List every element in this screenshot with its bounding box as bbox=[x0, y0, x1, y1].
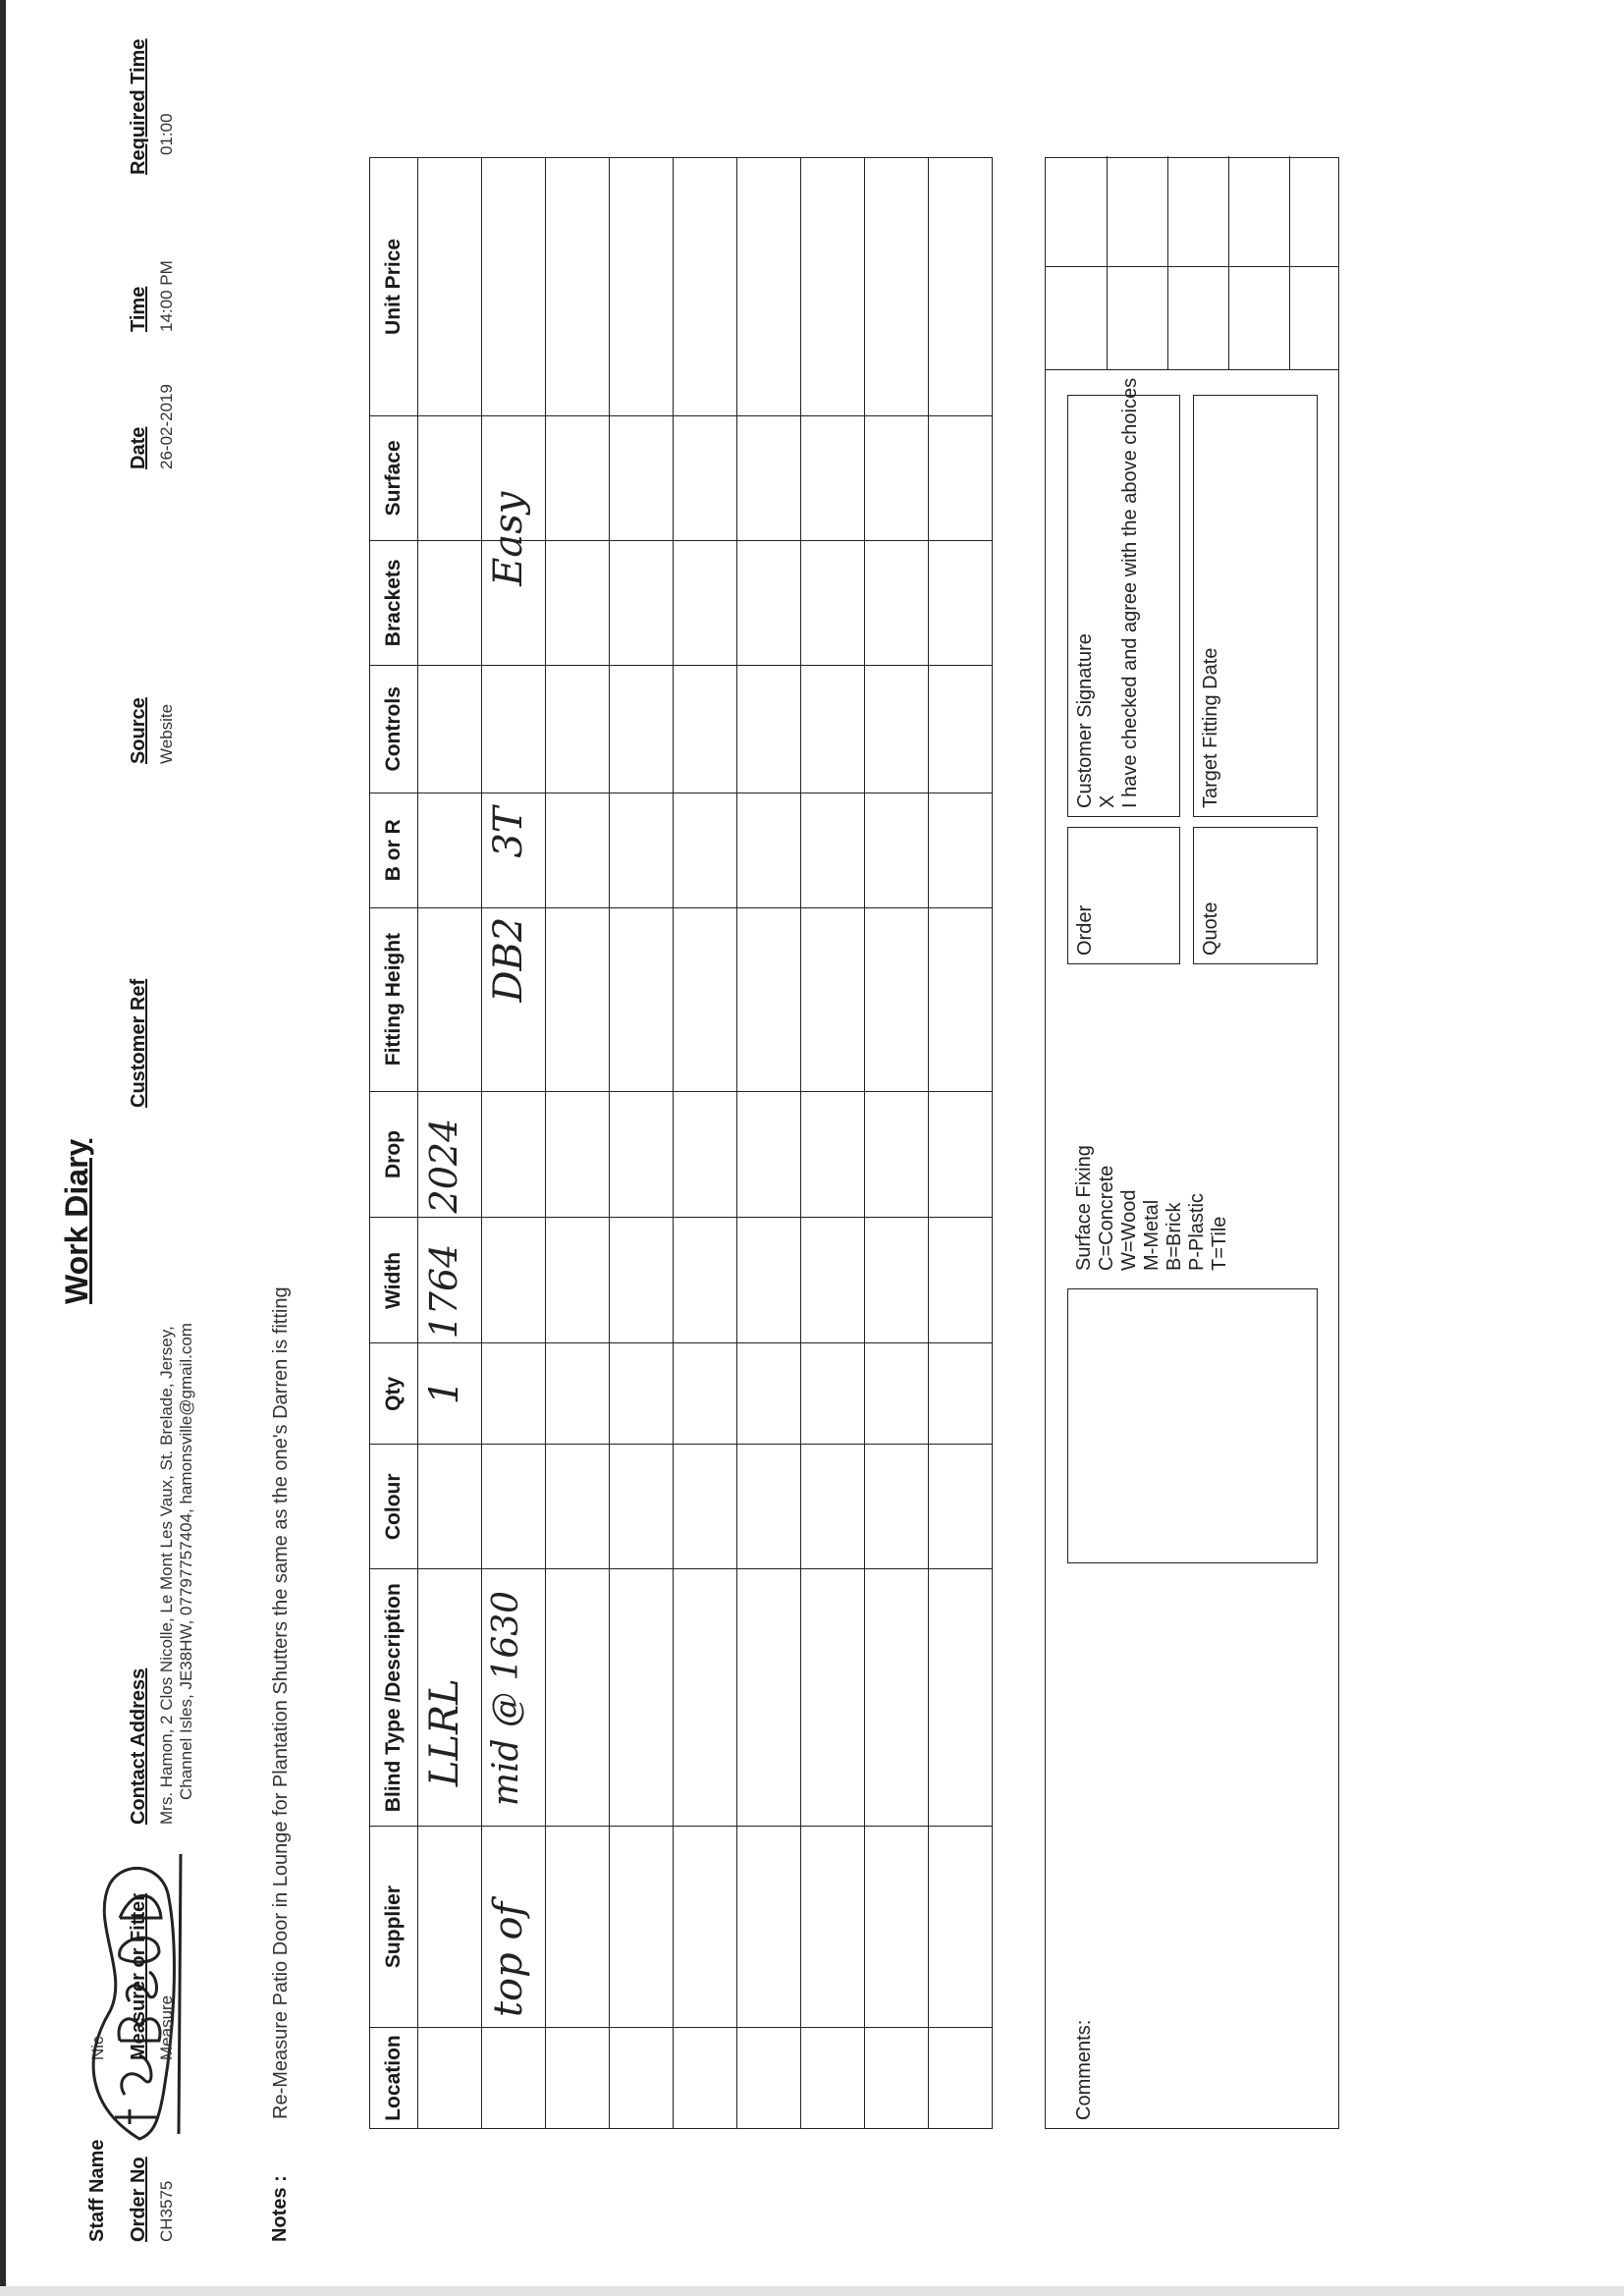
signature-x: X bbox=[1097, 794, 1118, 808]
cell-brackets[interactable] bbox=[801, 540, 865, 665]
cell-location[interactable] bbox=[418, 2028, 482, 2129]
col-description: Blind Type /Description bbox=[370, 1569, 418, 1827]
cell-width[interactable] bbox=[674, 1218, 737, 1343]
cell-unit-price[interactable] bbox=[737, 158, 801, 416]
cell-description[interactable] bbox=[482, 1569, 546, 1827]
cell-location[interactable] bbox=[737, 2028, 801, 2129]
cell-width[interactable] bbox=[929, 1218, 993, 1343]
signature-agreement: I have checked and agree with the above choices bbox=[1119, 377, 1141, 808]
cell-colour[interactable] bbox=[482, 1445, 546, 1569]
required-time-value: 01:00 bbox=[157, 113, 176, 155]
cell-brackets[interactable] bbox=[418, 540, 482, 665]
cell-drop[interactable] bbox=[801, 1091, 865, 1218]
footer-section bbox=[1045, 157, 1339, 2129]
cell-unit-price[interactable] bbox=[801, 158, 865, 416]
footer-divider bbox=[1228, 156, 1229, 370]
col-brackets: Brackets bbox=[370, 540, 418, 665]
cell-location[interactable] bbox=[610, 2028, 674, 2129]
cell-b-or-r[interactable] bbox=[610, 793, 674, 907]
comments-label: Comments: bbox=[1073, 2019, 1095, 2120]
cell-brackets[interactable] bbox=[482, 491, 546, 665]
measurer-label: Measurer or Fitter bbox=[128, 1892, 149, 2060]
surface-fixing-item: C=Concrete bbox=[1096, 1165, 1117, 1271]
cell-surface[interactable] bbox=[482, 415, 546, 540]
cell-fitting-height[interactable] bbox=[674, 907, 737, 1091]
table-row bbox=[610, 158, 674, 2129]
time-value: 14:00 PM bbox=[157, 260, 176, 332]
cell-width[interactable] bbox=[482, 1218, 546, 1343]
source-value: Website bbox=[157, 703, 176, 764]
notes-value: Re-Measure Patio Door in Lounge for Plantation Shutters the same as the one's Darren is fitting bbox=[270, 1286, 292, 2119]
measurer-value: Measure bbox=[157, 1995, 176, 2060]
cell-controls[interactable] bbox=[674, 665, 737, 793]
cell-supplier[interactable] bbox=[546, 1827, 610, 2028]
surface-fixing-item: P-Plastic bbox=[1186, 1193, 1208, 1271]
cell-location[interactable] bbox=[482, 2028, 546, 2129]
cell-colour[interactable] bbox=[674, 1445, 737, 1569]
cell-brackets[interactable] bbox=[865, 540, 929, 665]
cell-description[interactable] bbox=[929, 1569, 993, 1827]
cell-surface[interactable] bbox=[865, 415, 929, 540]
cell-description[interactable] bbox=[546, 1569, 610, 1827]
cell-fitting-height[interactable] bbox=[865, 907, 929, 1091]
table-row bbox=[865, 158, 929, 2129]
footer-divider bbox=[1289, 156, 1290, 370]
table-row bbox=[674, 158, 737, 2129]
handwriting-width: 1764 bbox=[422, 1243, 465, 1339]
cell-width[interactable] bbox=[801, 1218, 865, 1343]
footer-divider bbox=[1046, 266, 1338, 267]
cell-location[interactable] bbox=[865, 2028, 929, 2129]
cell-qty[interactable] bbox=[801, 1343, 865, 1445]
cell-brackets[interactable] bbox=[737, 540, 801, 665]
customer-ref-label: Customer Ref bbox=[128, 978, 149, 1108]
handwriting-description: mid @ 1630 bbox=[486, 1590, 526, 1807]
cell-surface[interactable] bbox=[418, 415, 482, 540]
handwriting-description: LLRL bbox=[422, 1678, 467, 1787]
cell-colour[interactable] bbox=[865, 1445, 929, 1569]
cell-unit-price[interactable] bbox=[610, 158, 674, 416]
comments-box[interactable] bbox=[1067, 1578, 1318, 2128]
date-label: Date bbox=[128, 426, 149, 469]
cell-fitting-height[interactable] bbox=[801, 907, 865, 1091]
table-row bbox=[737, 158, 801, 2129]
staff-name-label: Staff Name bbox=[86, 2139, 108, 2242]
cell-width[interactable] bbox=[546, 1218, 610, 1343]
cell-unit-price[interactable] bbox=[546, 158, 610, 416]
col-width: Width bbox=[370, 1218, 418, 1343]
cell-supplier[interactable] bbox=[929, 1827, 993, 2028]
time-label: Time bbox=[128, 286, 149, 332]
footer-divider bbox=[1167, 156, 1168, 370]
cell-unit-price[interactable] bbox=[865, 158, 929, 416]
cell-description[interactable] bbox=[737, 1569, 801, 1827]
cell-fitting-height[interactable] bbox=[737, 907, 801, 1091]
col-unit-price: Unit Price bbox=[370, 158, 418, 416]
notes-label: Notes : bbox=[269, 2175, 291, 2242]
cell-unit-price[interactable] bbox=[674, 158, 737, 416]
cell-fitting-height[interactable] bbox=[929, 907, 993, 1091]
cell-colour[interactable] bbox=[929, 1445, 993, 1569]
comments-write-box[interactable] bbox=[1067, 1288, 1318, 1563]
cell-supplier[interactable] bbox=[737, 1827, 801, 2028]
surface-fixing-title: Surface Fixing bbox=[1073, 1145, 1095, 1271]
cell-description[interactable] bbox=[418, 1569, 482, 1827]
cell-controls[interactable] bbox=[546, 665, 610, 793]
cell-brackets[interactable] bbox=[929, 540, 993, 665]
cell-controls[interactable] bbox=[418, 665, 482, 793]
cell-controls[interactable] bbox=[610, 665, 674, 793]
customer-signature-box[interactable] bbox=[1067, 377, 1180, 817]
cell-b-or-r[interactable] bbox=[737, 793, 801, 907]
cell-drop[interactable] bbox=[546, 1091, 610, 1218]
quote-box[interactable] bbox=[1193, 827, 1318, 964]
signature-label: Customer Signature bbox=[1074, 633, 1096, 808]
cell-drop[interactable] bbox=[610, 1091, 674, 1218]
cell-width[interactable] bbox=[865, 1218, 929, 1343]
cell-supplier[interactable] bbox=[674, 1827, 737, 2028]
cell-colour[interactable] bbox=[737, 1445, 801, 1569]
staff-name-value: Nic bbox=[88, 2036, 107, 2060]
col-location: Location bbox=[370, 2028, 418, 2129]
surface-fixing-item: T=Tile bbox=[1209, 1216, 1230, 1271]
cell-qty[interactable] bbox=[737, 1343, 801, 1445]
cell-drop[interactable] bbox=[929, 1091, 993, 1218]
cell-qty[interactable] bbox=[418, 1343, 482, 1445]
surface-fixing-item: B=Brick bbox=[1164, 1202, 1185, 1271]
table-row bbox=[546, 158, 610, 2129]
footer-divider bbox=[1046, 369, 1338, 370]
cell-surface[interactable] bbox=[610, 415, 674, 540]
address-line-2: Channel Isles, JE38HW, 07797757404, hamonsville@gmail.com bbox=[177, 1323, 195, 1800]
cell-drop[interactable] bbox=[674, 1091, 737, 1218]
cell-brackets[interactable] bbox=[546, 540, 610, 665]
source-label: Source bbox=[128, 697, 149, 764]
cell-b-or-r[interactable] bbox=[482, 793, 546, 907]
handwriting-qty: 1 bbox=[422, 1379, 467, 1405]
handwriting-supplier: top of bbox=[486, 1901, 531, 2018]
cell-surface[interactable] bbox=[674, 415, 737, 540]
table-row bbox=[482, 158, 546, 2129]
order-no-label: Order No bbox=[128, 2157, 149, 2242]
address-label: Contact Address bbox=[128, 1667, 149, 1825]
cell-width[interactable] bbox=[418, 1218, 482, 1343]
cell-supplier[interactable] bbox=[418, 1827, 482, 2028]
cell-fitting-height[interactable] bbox=[546, 907, 610, 1091]
items-table bbox=[369, 157, 993, 2129]
cell-supplier[interactable] bbox=[801, 1827, 865, 2028]
cell-qty[interactable] bbox=[865, 1343, 929, 1445]
cell-width[interactable] bbox=[737, 1218, 801, 1343]
col-supplier: Supplier bbox=[370, 1827, 418, 2028]
cell-brackets[interactable] bbox=[674, 540, 737, 665]
col-surface: Surface bbox=[370, 415, 418, 540]
cell-supplier[interactable] bbox=[482, 1827, 546, 2028]
cell-controls[interactable] bbox=[801, 665, 865, 793]
footer-divider bbox=[1107, 156, 1108, 370]
col-controls: Controls bbox=[370, 665, 418, 793]
cell-location[interactable] bbox=[546, 2028, 610, 2129]
cell-colour[interactable] bbox=[546, 1445, 610, 1569]
cell-supplier[interactable] bbox=[610, 1827, 674, 2028]
cell-b-or-r[interactable] bbox=[546, 793, 610, 907]
cell-qty[interactable] bbox=[929, 1343, 993, 1445]
cell-b-or-r[interactable] bbox=[674, 793, 737, 907]
required-time-label: Required Time bbox=[128, 38, 149, 175]
cell-surface[interactable] bbox=[801, 415, 865, 540]
cell-description[interactable] bbox=[674, 1569, 737, 1827]
handwriting-drop: 2024 bbox=[422, 1118, 465, 1214]
cell-unit-price[interactable] bbox=[482, 158, 546, 416]
quote-label: Quote bbox=[1200, 902, 1221, 956]
cell-description[interactable] bbox=[610, 1569, 674, 1827]
page-title: Work Diary bbox=[59, 1138, 94, 1304]
address-line-1: Mrs. Hamon, 2 Clos Nicolle, Le Mont Les Vaux, St. Brelade, Jersey, bbox=[157, 1326, 176, 1825]
col-fitting-height: Fitting Height bbox=[370, 907, 418, 1091]
cell-location[interactable] bbox=[929, 2028, 993, 2129]
col-drop: Drop bbox=[370, 1091, 418, 1218]
cell-controls[interactable] bbox=[865, 665, 929, 793]
order-box[interactable] bbox=[1067, 827, 1180, 964]
cell-supplier[interactable] bbox=[865, 1827, 929, 2028]
cell-controls[interactable] bbox=[929, 665, 993, 793]
cell-surface[interactable] bbox=[546, 415, 610, 540]
table-row bbox=[801, 158, 865, 2129]
cell-drop[interactable] bbox=[482, 1091, 546, 1218]
cell-qty[interactable] bbox=[610, 1343, 674, 1445]
cell-b-or-r[interactable] bbox=[418, 793, 482, 907]
target-fitting-date-box[interactable] bbox=[1193, 395, 1318, 817]
cell-fitting-height[interactable] bbox=[418, 907, 482, 1091]
col-qty: Qty bbox=[370, 1343, 418, 1445]
date-value: 26-02-2019 bbox=[157, 384, 176, 469]
table-row bbox=[418, 158, 482, 2129]
col-b-or-r: B or R bbox=[370, 793, 418, 907]
order-no-value: CH3575 bbox=[157, 2180, 176, 2242]
order-label: Order bbox=[1074, 904, 1096, 956]
cell-b-or-r[interactable] bbox=[801, 793, 865, 907]
cell-controls[interactable] bbox=[737, 665, 801, 793]
handwriting-b-or-r: 3T bbox=[486, 806, 531, 858]
surface-fixing-item: W=Wood bbox=[1118, 1189, 1140, 1271]
cell-qty[interactable] bbox=[546, 1343, 610, 1445]
cell-qty[interactable] bbox=[674, 1343, 737, 1445]
cell-surface[interactable] bbox=[929, 415, 993, 540]
surface-fixing-legend bbox=[1067, 974, 1318, 1279]
cell-location[interactable] bbox=[801, 2028, 865, 2129]
surface-fixing-item: M-Metal bbox=[1141, 1199, 1163, 1271]
cell-drop[interactable] bbox=[418, 1091, 482, 1218]
table-header-row bbox=[370, 158, 418, 2129]
cell-drop[interactable] bbox=[865, 1091, 929, 1218]
cell-qty[interactable] bbox=[482, 1343, 546, 1445]
table-row bbox=[929, 158, 993, 2129]
cell-b-or-r[interactable] bbox=[929, 793, 993, 907]
cell-width[interactable] bbox=[610, 1218, 674, 1343]
cell-b-or-r[interactable] bbox=[865, 793, 929, 907]
cell-description[interactable] bbox=[801, 1569, 865, 1827]
cell-unit-price[interactable] bbox=[418, 158, 482, 416]
cell-controls[interactable] bbox=[482, 665, 546, 793]
cell-colour[interactable] bbox=[610, 1445, 674, 1569]
cell-surface[interactable] bbox=[737, 415, 801, 540]
cell-colour[interactable] bbox=[418, 1445, 482, 1569]
col-colour: Colour bbox=[370, 1445, 418, 1569]
cell-location[interactable] bbox=[674, 2028, 737, 2129]
handwriting-brackets: Easy bbox=[486, 491, 531, 586]
cell-unit-price[interactable] bbox=[929, 158, 993, 416]
target-fitting-label: Target Fitting Date bbox=[1200, 647, 1221, 808]
cell-colour[interactable] bbox=[801, 1445, 865, 1569]
cell-fitting-height[interactable] bbox=[610, 907, 674, 1091]
cell-fitting-height[interactable] bbox=[482, 907, 546, 1091]
handwriting-fitting-height: DB2 bbox=[486, 916, 531, 1003]
cell-drop[interactable] bbox=[737, 1091, 801, 1218]
cell-brackets[interactable] bbox=[610, 540, 674, 665]
cell-description[interactable] bbox=[865, 1569, 929, 1827]
